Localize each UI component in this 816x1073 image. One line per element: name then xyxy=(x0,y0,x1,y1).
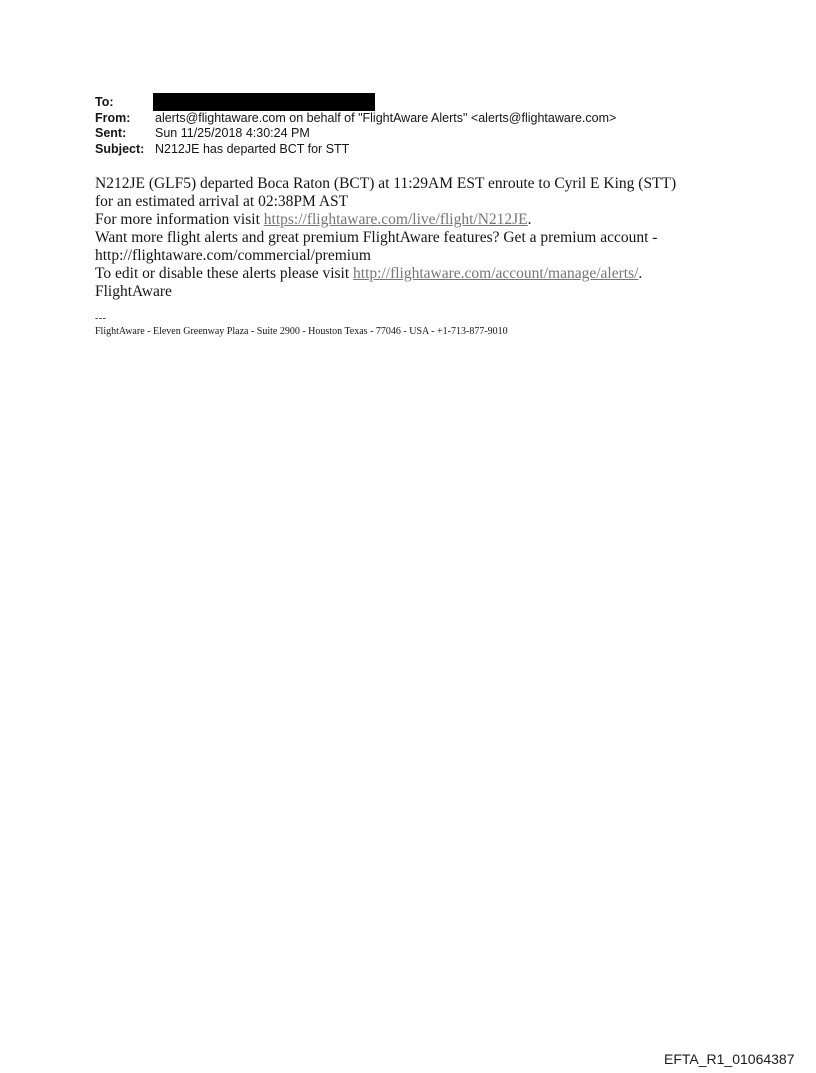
premium-paragraph xyxy=(95,229,795,265)
header-row-to xyxy=(95,95,616,111)
to-label: To: xyxy=(95,95,114,109)
more-info-paragraph xyxy=(95,211,795,229)
manage-alerts-suffix: . xyxy=(638,265,643,282)
header-row-sent xyxy=(95,126,616,142)
header-row-subject xyxy=(95,142,616,158)
from-value: alerts@flightaware.com on behalf of "FlightAware Alerts" <alerts@flightaware.com> xyxy=(155,110,617,125)
manage-alerts-link[interactable]: http://flightaware.com/account/manage/alerts/ xyxy=(353,265,639,282)
signature-separator: --- xyxy=(95,313,107,324)
subject-label: Subject: xyxy=(95,142,145,157)
header-row-from xyxy=(95,111,616,127)
from-label: From: xyxy=(95,110,131,125)
sent-label: Sent: xyxy=(95,126,127,141)
manage-alerts-prefix: To edit or disable these alerts please visit xyxy=(95,265,354,282)
subject-value: N212JE has departed BCT for STT xyxy=(155,142,350,157)
signature-text: FlightAware xyxy=(95,283,172,300)
redacted-recipient-box xyxy=(153,93,375,111)
sent-value: Sun 11/25/2018 4:30:24 PM xyxy=(155,126,310,141)
flight-status-line-2: for an estimated arrival at 02:38PM AST xyxy=(95,193,349,210)
more-info-prefix: For more information visit xyxy=(95,211,264,228)
company-address-line: FlightAware - Eleven Greenway Plaza - Suite 2900 - Houston Texas - 77046 - USA - +1-713-877-9010 xyxy=(95,326,508,337)
more-info-suffix: . xyxy=(527,211,532,228)
premium-line-1: Want more flight alerts and great premium FlightAware features? Get a premium account - xyxy=(95,229,658,246)
premium-line-2: http://flightaware.com/commercial/premium xyxy=(95,247,371,264)
flight-status-line-1: N212JE (GLF5) departed Boca Raton (BCT) at 11:29AM EST enroute to Cyril E King (STT) xyxy=(95,175,677,192)
flight-status-paragraph xyxy=(95,175,795,211)
bates-number: EFTA_R1_01064387 xyxy=(664,1051,795,1067)
manage-alerts-paragraph xyxy=(95,265,795,283)
flight-tracking-link[interactable]: https://flightaware.com/live/flight/N212JE xyxy=(263,211,528,228)
email-body xyxy=(95,175,795,338)
email-header xyxy=(95,95,616,158)
